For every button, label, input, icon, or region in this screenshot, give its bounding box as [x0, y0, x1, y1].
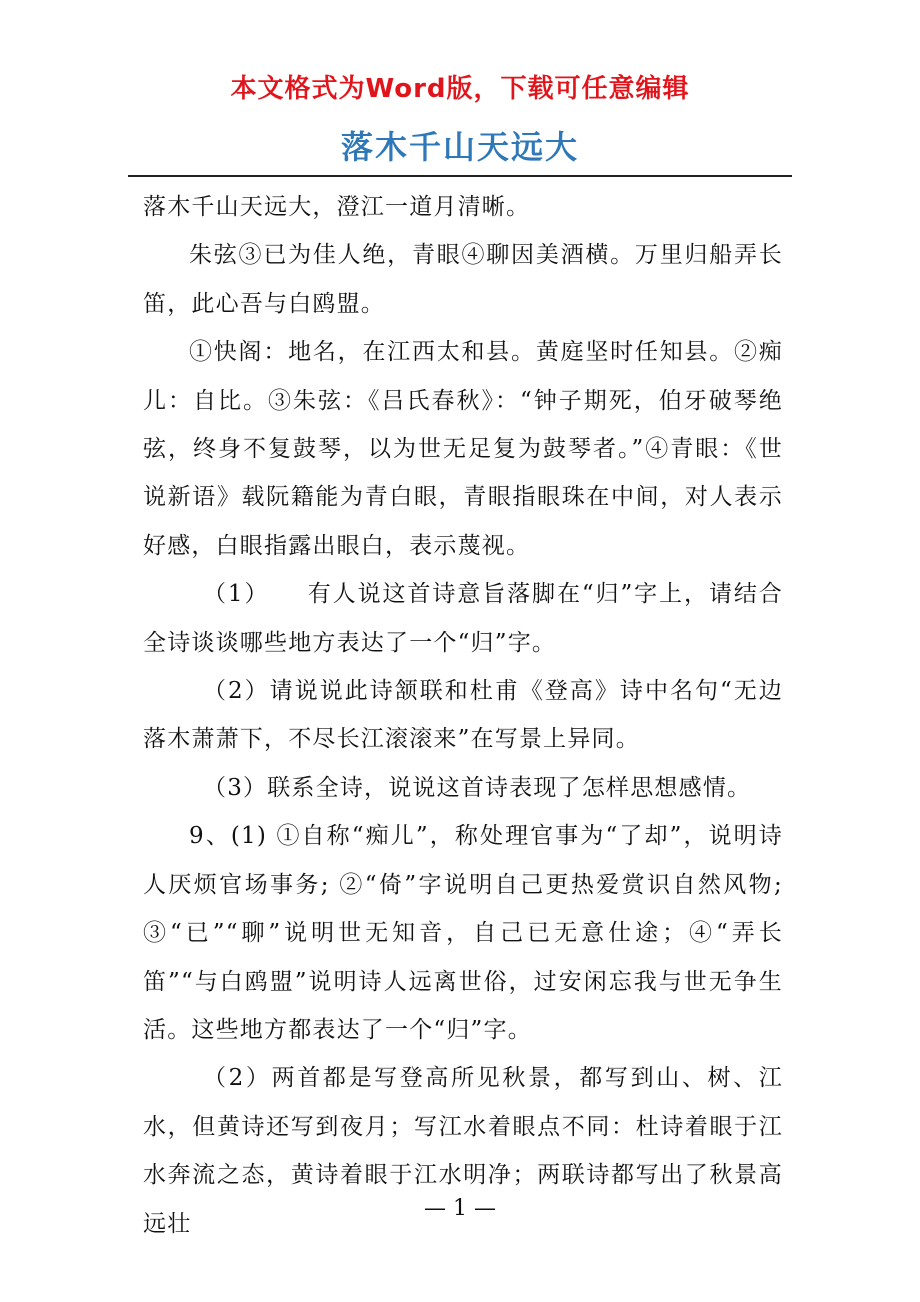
- question-3: （3）联系全诗，说说这首诗表现了怎样思想感情。: [203, 774, 752, 801]
- poem-line: 朱弦③已为佳人绝，青眼④聊因美酒横。万里归船弄长笛，此心吾与白鸥盟。: [143, 242, 783, 317]
- document-body: [143, 183, 783, 1248]
- answer-1: 9、(1) ①自称“痴儿”，称处理官事为“了却”，说明诗人厌烦官场事务; ②“倚”字说明自己更热爱赏识自然风物; ③“已”“聊”说明世无知音，自己已无意仕途；④“弄长笛”“与白鸥盟”说明诗人远离世俗，过安闲忘我与世无争生活。这些地方都表达了一个“归”字。: [143, 823, 783, 1043]
- format-notice-banner: 本文格式为Word版，下载可任意编辑: [230, 74, 690, 104]
- answer-2: （2）两首都是写登高所见秋景，都写到山、树、江水，但黄诗还写到夜月；写江水着眼点不同：杜诗着眼于江水奔流之态，黄诗着眼于江水明净；两联诗都写出了秋景高远壮: [143, 1065, 783, 1237]
- annotation-paragraph: ①快阁：地名，在江西太和县。黄庭坚时任知县。②痴儿：自比。③朱弦：《吕氏春秋》：“钟子期死，伯牙破琴绝弦，终身不复鼓琴，以为世无足复为鼓琴者。”④青眼：《世说新语》载阮籍能为青白眼，青眼指眼珠在中间，对人表示好感，白眼指露出眼白，表示蔑视。: [143, 339, 783, 559]
- title-divider: [128, 175, 792, 177]
- page-number: — 1 —: [424, 1196, 496, 1221]
- document-title: 落木千山天远大: [340, 128, 579, 166]
- poem-line: 落木千山天远大，澄江一道月清晰。: [143, 194, 531, 220]
- question-1: （1） 有人说这首诗意旨落脚在“归”字上，请结合全诗谈谈哪些地方表达了一个“归”字。: [143, 581, 783, 656]
- question-2: （2）请说说此诗颔联和杜甫《登高》诗中名句“无边落木萧萧下，不尽长江滚滚来”在写景上异同。: [143, 678, 783, 753]
